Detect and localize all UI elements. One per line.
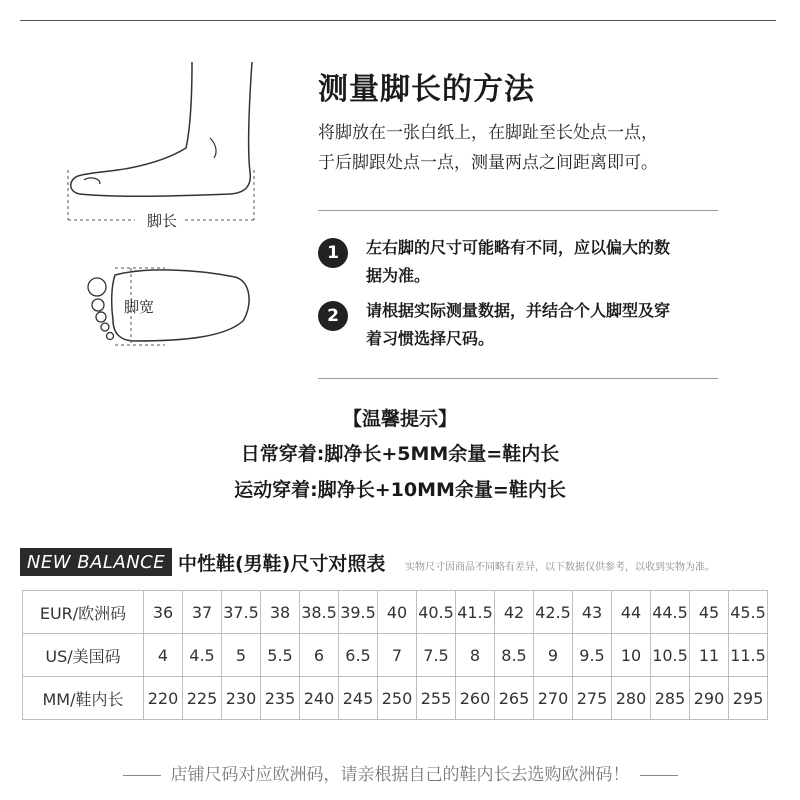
reminder-line2: 运动穿着:脚净长+10MM余量=鞋内长: [234, 479, 566, 501]
foot-side-outline: [71, 62, 252, 196]
size-cell: 9.5: [573, 634, 612, 677]
size-cell: 9: [534, 634, 573, 677]
tip-2-number-badge: 2: [318, 301, 348, 331]
size-cell: 5.5: [261, 634, 300, 677]
size-chart-table: [22, 590, 768, 720]
tip-2-line2: 着习惯选择尺码。: [366, 329, 495, 348]
size-cell: 280: [612, 677, 651, 720]
size-row: [23, 677, 768, 720]
size-cell: 220: [144, 677, 183, 720]
size-cell: 40: [378, 591, 417, 634]
size-cell: 4.5: [183, 634, 222, 677]
ankle-line: [210, 138, 216, 158]
size-cell: 38: [261, 591, 300, 634]
footer-dash-right: [640, 775, 678, 776]
size-cell: 260: [456, 677, 495, 720]
footer-dash-left: [123, 775, 161, 776]
size-cell: 250: [378, 677, 417, 720]
tip-2-text: [366, 297, 670, 353]
method-title: 测量脚长的方法: [318, 72, 535, 107]
size-cell: 36: [144, 591, 183, 634]
method-divider: [318, 210, 718, 211]
size-cell: 285: [651, 677, 690, 720]
size-cell: 5: [222, 634, 261, 677]
size-cell: 270: [534, 677, 573, 720]
size-cell: 275: [573, 677, 612, 720]
size-cell: 10.5: [651, 634, 690, 677]
size-cell: 265: [495, 677, 534, 720]
size-cell: 38.5: [300, 591, 339, 634]
footer-text: 店铺尺码对应欧洲码，请亲根据自己的鞋内长去选购欧洲码！: [170, 765, 630, 785]
method-desc-line2: 于后脚跟处点一点，测量两点之间距离即可。: [318, 153, 658, 173]
method-desc-line1: 将脚放在一张白纸上，在脚趾至长处点一点，: [318, 123, 658, 143]
size-row: [23, 634, 768, 677]
size-cell: 42.5: [534, 591, 573, 634]
size-cell: 43: [573, 591, 612, 634]
size-cell: 39.5: [339, 591, 378, 634]
size-cell: 44: [612, 591, 651, 634]
size-cell: 290: [690, 677, 729, 720]
foot-side-illustration: [60, 60, 275, 235]
tip-1-text: [366, 234, 670, 290]
size-cell: 7: [378, 634, 417, 677]
size-cell: 8: [456, 634, 495, 677]
size-row-label: US/美国码: [23, 634, 144, 677]
size-cell: 8.5: [495, 634, 534, 677]
size-cell: 45: [690, 591, 729, 634]
size-cell: 42: [495, 591, 534, 634]
size-cell: 4: [144, 634, 183, 677]
top-divider: [20, 20, 776, 21]
size-cell: 40.5: [417, 591, 456, 634]
tip-1: [318, 234, 738, 290]
tip-2: [318, 297, 738, 353]
size-cell: 37: [183, 591, 222, 634]
tip-1-line2: 据为准。: [366, 266, 431, 285]
size-cell: 225: [183, 677, 222, 720]
size-cell: 295: [729, 677, 768, 720]
toe-nail: [84, 178, 100, 184]
size-cell: 37.5: [222, 591, 261, 634]
size-cell: 7.5: [417, 634, 456, 677]
size-chart-heading: 中性鞋(男鞋)尺寸对照表: [178, 553, 386, 575]
tip-1-line1: 左右脚的尺寸可能略有不同，应以偏大的数: [366, 238, 671, 257]
footer-note: [0, 760, 800, 785]
size-row-label: MM/鞋内长: [23, 677, 144, 720]
tips-divider: [318, 378, 718, 379]
size-chart-note: 实物尺寸因商品不同略有差异，以下数据仅供参考，以收到实物为准。: [405, 562, 715, 573]
size-cell: 10: [612, 634, 651, 677]
size-cell: 11.5: [729, 634, 768, 677]
brand-badge: NEW BALANCE: [20, 548, 172, 576]
tip-2-line1: 请根据实际测量数据，并结合个人脚型及穿: [366, 301, 671, 320]
size-cell: 230: [222, 677, 261, 720]
size-cell: 6.5: [339, 634, 378, 677]
foot-width-label: 脚宽: [124, 298, 155, 316]
size-row: [23, 591, 768, 634]
reminder-title: 【温馨提示】: [342, 408, 457, 430]
size-cell: 45.5: [729, 591, 768, 634]
size-cell: 41.5: [456, 591, 495, 634]
reminder-line1: 日常穿着:脚净长+5MM余量=鞋内长: [240, 443, 560, 465]
size-cell: 11: [690, 634, 729, 677]
size-row-label: EUR/欧洲码: [23, 591, 144, 634]
foot-length-label: 脚长: [147, 212, 178, 230]
size-cell: 255: [417, 677, 456, 720]
size-cell: 6: [300, 634, 339, 677]
tip-1-number-badge: 1: [318, 238, 348, 268]
size-cell: 240: [300, 677, 339, 720]
foot-sole-illustration: [75, 265, 255, 350]
size-cell: 245: [339, 677, 378, 720]
size-cell: 44.5: [651, 591, 690, 634]
size-cell: 235: [261, 677, 300, 720]
